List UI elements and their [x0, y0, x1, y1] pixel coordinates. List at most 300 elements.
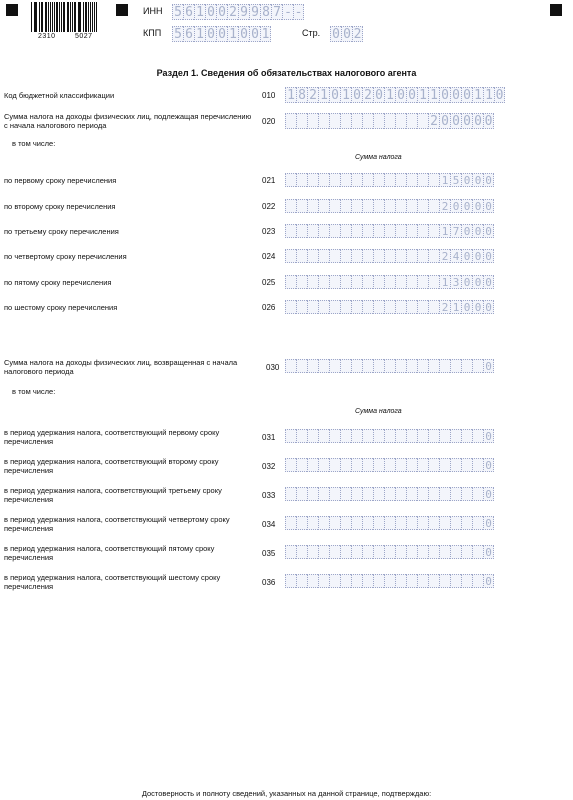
barcode-number-right: 5027: [75, 33, 93, 40]
char-cell: 0: [483, 249, 494, 263]
char-cell: 0: [439, 113, 450, 129]
char-cell: [472, 487, 483, 501]
char-cell: [373, 300, 384, 314]
char-cell: 1: [428, 87, 439, 103]
char-cell: 1: [194, 4, 205, 20]
char-cell: [362, 249, 373, 263]
char-cell: [307, 487, 318, 501]
char-cell: 0: [472, 199, 483, 213]
char-cell: [296, 224, 307, 238]
char-cell: [417, 300, 428, 314]
char-cell: 0: [483, 224, 494, 238]
char-cell: 2: [227, 4, 238, 20]
row-031-label: в период удержания налога, соответствующий первому сроку перечисления: [4, 428, 220, 446]
char-cell: [318, 487, 329, 501]
char-cell: 0: [373, 87, 384, 103]
char-cell: [450, 429, 461, 443]
char-cell: [439, 574, 450, 588]
char-cell: 5: [450, 173, 461, 187]
row-025-label: по пятому сроку перечисления: [4, 278, 112, 287]
char-cell: [307, 275, 318, 289]
row-034-code: 034: [262, 520, 276, 529]
char-cell: [439, 429, 450, 443]
char-cell: 1: [439, 275, 450, 289]
row-034-field[interactable]: [285, 516, 494, 532]
char-cell: 0: [249, 26, 260, 42]
row-026-field[interactable]: [285, 300, 494, 316]
char-cell: 0: [461, 173, 472, 187]
column-header-tax-sum-2: Сумма налога: [355, 408, 402, 415]
page-label: Стр.: [302, 28, 321, 38]
char-cell: [395, 458, 406, 472]
char-cell: 1: [483, 87, 494, 103]
char-cell: [461, 458, 472, 472]
char-cell: [340, 574, 351, 588]
char-cell: [362, 487, 373, 501]
char-cell: 0: [461, 249, 472, 263]
inn-field[interactable]: [172, 4, 304, 20]
row-035-field[interactable]: [285, 545, 494, 561]
char-cell: 1: [384, 87, 395, 103]
char-cell: [351, 275, 362, 289]
char-cell: [362, 359, 373, 373]
char-cell: 0: [483, 487, 494, 501]
char-cell: [362, 574, 373, 588]
char-cell: [373, 545, 384, 559]
char-cell: [439, 516, 450, 530]
char-cell: [340, 224, 351, 238]
row-033-code: 033: [262, 491, 276, 500]
char-cell: [395, 516, 406, 530]
char-cell: [318, 458, 329, 472]
char-cell: [373, 458, 384, 472]
char-cell: 2: [362, 87, 373, 103]
char-cell: [406, 224, 417, 238]
char-cell: 0: [461, 199, 472, 213]
char-cell: 8: [296, 87, 307, 103]
row-033-field[interactable]: [285, 487, 494, 503]
char-cell: 0: [216, 4, 227, 20]
char-cell: 1: [285, 87, 296, 103]
char-cell: 5: [172, 4, 183, 20]
char-cell: 0: [461, 300, 472, 314]
char-cell: [417, 359, 428, 373]
char-cell: [340, 113, 351, 129]
char-cell: [318, 300, 329, 314]
char-cell: [296, 574, 307, 588]
char-cell: [307, 199, 318, 213]
char-cell: 0: [461, 275, 472, 289]
kpp-field[interactable]: [172, 26, 271, 42]
char-cell: [318, 199, 329, 213]
char-cell: [351, 516, 362, 530]
char-cell: [285, 300, 296, 314]
char-cell: [428, 429, 439, 443]
char-cell: [406, 516, 417, 530]
row-010-code: 010: [262, 91, 276, 100]
char-cell: [450, 458, 461, 472]
char-cell: 0: [484, 114, 493, 129]
char-cell: [340, 249, 351, 263]
char-cell: [285, 429, 296, 443]
char-cell: [395, 300, 406, 314]
char-cell: [351, 429, 362, 443]
char-cell: 0: [395, 87, 406, 103]
char-cell: [439, 545, 450, 559]
char-cell: [373, 359, 384, 373]
char-cell: [450, 516, 461, 530]
char-cell: [472, 458, 483, 472]
char-cell: [362, 224, 373, 238]
char-cell: [428, 545, 439, 559]
char-cell: [461, 516, 472, 530]
column-header-tax-sum-1: Сумма налога: [355, 154, 402, 161]
char-cell: [362, 300, 373, 314]
char-cell: [384, 300, 395, 314]
char-cell: [362, 199, 373, 213]
char-cell: [285, 458, 296, 472]
char-cell: 0: [483, 545, 494, 559]
char-cell: [285, 224, 296, 238]
char-cell: [362, 275, 373, 289]
char-cell: [318, 113, 329, 129]
char-cell: 0: [450, 113, 461, 129]
row-026-label: по шестому сроку перечисления: [4, 303, 118, 312]
char-cell: [384, 487, 395, 501]
char-cell: [472, 359, 483, 373]
char-cell: 1: [227, 26, 238, 42]
char-cell: [373, 173, 384, 187]
char-cell: 4: [450, 249, 461, 263]
char-cell: [285, 173, 296, 187]
row-023-label: по третьему сроку перечисления: [4, 227, 119, 236]
char-cell: [406, 458, 417, 472]
char-cell: [417, 516, 428, 530]
char-cell: [461, 574, 472, 588]
in-total-label-2: в том числе:: [12, 387, 56, 396]
char-cell: 0: [483, 429, 494, 443]
char-cell: [285, 199, 296, 213]
char-cell: [296, 487, 307, 501]
char-cell: [351, 300, 362, 314]
char-cell: [340, 487, 351, 501]
char-cell: [428, 458, 439, 472]
char-cell: [296, 359, 307, 373]
char-cell: [472, 516, 483, 530]
char-cell: [472, 545, 483, 559]
char-cell: 2: [428, 113, 439, 129]
char-cell: 1: [439, 224, 450, 238]
row-022-field[interactable]: [285, 199, 494, 215]
char-cell: 2: [439, 249, 450, 263]
row-032-code: 032: [262, 462, 276, 471]
char-cell: [373, 429, 384, 443]
row-030-field[interactable]: [285, 359, 494, 375]
char-cell: [329, 516, 340, 530]
char-cell: [417, 224, 428, 238]
char-cell: [395, 574, 406, 588]
char-cell: [373, 224, 384, 238]
barcode-stripe: [83, 2, 84, 32]
row-022-code: 022: [262, 202, 276, 211]
char-cell: 7: [271, 4, 282, 20]
char-cell: [384, 429, 395, 443]
inn-label: ИНН: [143, 6, 163, 16]
char-cell: [417, 249, 428, 263]
char-cell: [296, 458, 307, 472]
page-number-field[interactable]: [330, 26, 363, 42]
char-cell: 3: [450, 275, 461, 289]
barcode-stripe: [68, 2, 69, 32]
char-cell: [318, 224, 329, 238]
char-cell: [307, 300, 318, 314]
barcode-stripe: [63, 2, 64, 32]
row-031-field[interactable]: [285, 429, 494, 445]
char-cell: [351, 487, 362, 501]
char-cell: [340, 300, 351, 314]
char-cell: [461, 545, 472, 559]
row-010-label: Код бюджетной классификации: [4, 91, 115, 100]
char-cell: [373, 249, 384, 263]
char-cell: [461, 487, 472, 501]
char-cell: [285, 545, 296, 559]
char-cell: [318, 249, 329, 263]
char-cell: -: [294, 5, 303, 20]
char-cell: 9: [238, 4, 249, 20]
char-cell: [329, 359, 340, 373]
char-cell: [428, 300, 439, 314]
char-cell: [340, 173, 351, 187]
char-cell: [340, 458, 351, 472]
char-cell: [340, 359, 351, 373]
char-cell: 5: [172, 26, 183, 42]
barcode-number-left: 2310: [38, 33, 56, 40]
barcode-stripe: [57, 2, 58, 32]
char-cell: [406, 113, 417, 129]
footer-confirmation-text: Достоверность и полноту сведений, указанных на данной странице, подтверждаю:: [141, 789, 432, 798]
char-cell: [384, 458, 395, 472]
char-cell: [362, 516, 373, 530]
char-cell: [450, 574, 461, 588]
char-cell: [340, 429, 351, 443]
char-cell: [307, 173, 318, 187]
char-cell: [362, 458, 373, 472]
char-cell: [384, 516, 395, 530]
char-cell: [395, 173, 406, 187]
row-021-code: 021: [262, 176, 276, 185]
char-cell: [307, 224, 318, 238]
char-cell: [296, 199, 307, 213]
char-cell: 1: [261, 27, 270, 42]
char-cell: [362, 429, 373, 443]
char-cell: 0: [238, 26, 249, 42]
char-cell: [450, 359, 461, 373]
char-cell: [384, 574, 395, 588]
char-cell: [395, 429, 406, 443]
char-cell: [307, 429, 318, 443]
row-035-code: 035: [262, 549, 276, 558]
char-cell: 1: [340, 87, 351, 103]
char-cell: [329, 300, 340, 314]
char-cell: [307, 113, 318, 129]
char-cell: [439, 359, 450, 373]
row-025-field[interactable]: [285, 275, 494, 291]
char-cell: [340, 545, 351, 559]
char-cell: [406, 359, 417, 373]
row-034-label: в период удержания налога, соответствующий четвертому сроку перечисления: [4, 515, 230, 533]
char-cell: [428, 199, 439, 213]
row-020-field[interactable]: [285, 113, 494, 129]
char-cell: [406, 429, 417, 443]
char-cell: 1: [318, 87, 329, 103]
char-cell: [307, 545, 318, 559]
char-cell: [450, 487, 461, 501]
row-032-label: в период удержания налога, соответствующий второму сроку перечисления: [4, 457, 219, 475]
char-cell: [395, 359, 406, 373]
char-cell: [340, 516, 351, 530]
char-cell: [362, 173, 373, 187]
row-010-field[interactable]: [285, 87, 505, 103]
char-cell: [296, 545, 307, 559]
char-cell: 0: [205, 4, 216, 20]
char-cell: 9: [249, 4, 260, 20]
char-cell: 0: [329, 87, 340, 103]
char-cell: 6: [183, 4, 194, 20]
char-cell: 0: [351, 87, 362, 103]
char-cell: [395, 224, 406, 238]
char-cell: [395, 249, 406, 263]
barcode-stripe: [52, 2, 53, 32]
char-cell: [428, 275, 439, 289]
char-cell: [406, 300, 417, 314]
char-cell: [351, 249, 362, 263]
char-cell: [351, 173, 362, 187]
row-026-code: 026: [262, 303, 276, 312]
section-title: Раздел 1. Сведения об обязательствах налогового агента: [156, 68, 417, 78]
char-cell: [406, 173, 417, 187]
barcode-stripe: [39, 2, 40, 32]
char-cell: [428, 224, 439, 238]
char-cell: [329, 545, 340, 559]
char-cell: 0: [483, 275, 494, 289]
char-cell: 7: [450, 224, 461, 238]
char-cell: [318, 574, 329, 588]
char-cell: 0: [472, 224, 483, 238]
row-036-field[interactable]: [285, 574, 494, 590]
row-035-label: в период удержания налога, соответствующий пятому сроку перечисления: [4, 544, 215, 562]
corner-marker-top-center: [116, 4, 128, 16]
char-cell: 0: [450, 87, 461, 103]
char-cell: 2: [353, 27, 362, 42]
char-cell: [329, 429, 340, 443]
barcode-stripe: [48, 2, 49, 32]
char-cell: [329, 224, 340, 238]
barcode-stripe: [75, 2, 76, 32]
char-cell: [417, 574, 428, 588]
char-cell: 0: [216, 26, 227, 42]
char-cell: 1: [194, 26, 205, 42]
char-cell: [472, 574, 483, 588]
char-cell: 0: [472, 300, 483, 314]
char-cell: [318, 359, 329, 373]
in-total-label-1: в том числе:: [12, 139, 56, 148]
char-cell: [329, 487, 340, 501]
char-cell: [329, 249, 340, 263]
char-cell: 0: [472, 173, 483, 187]
char-cell: [428, 516, 439, 530]
char-cell: 0: [439, 87, 450, 103]
char-cell: [373, 199, 384, 213]
char-cell: [307, 458, 318, 472]
char-cell: [461, 429, 472, 443]
char-cell: 6: [183, 26, 194, 42]
row-021-field[interactable]: [285, 173, 494, 189]
row-032-field[interactable]: [285, 458, 494, 474]
row-023-field[interactable]: [285, 224, 494, 240]
char-cell: [307, 516, 318, 530]
row-024-field[interactable]: [285, 249, 494, 265]
char-cell: [329, 574, 340, 588]
char-cell: 2: [439, 300, 450, 314]
row-020-code: 020: [262, 117, 276, 126]
row-022-label: по второму сроку перечисления: [4, 202, 116, 211]
char-cell: [296, 113, 307, 129]
char-cell: [285, 574, 296, 588]
char-cell: [428, 249, 439, 263]
char-cell: 0: [205, 26, 216, 42]
barcode-stripe: [31, 2, 32, 32]
char-cell: [384, 359, 395, 373]
char-cell: 0: [406, 87, 417, 103]
char-cell: 0: [483, 173, 494, 187]
char-cell: [395, 199, 406, 213]
char-cell: 8: [260, 4, 271, 20]
barcode-stripe: [36, 2, 37, 32]
char-cell: 0: [461, 87, 472, 103]
char-cell: [373, 275, 384, 289]
char-cell: [428, 574, 439, 588]
char-cell: [417, 199, 428, 213]
char-cell: [384, 249, 395, 263]
char-cell: [296, 173, 307, 187]
char-cell: 1: [472, 87, 483, 103]
row-036-label: в период удержания налога, соответствующий шестому сроку перечисления: [4, 573, 221, 591]
char-cell: [329, 173, 340, 187]
char-cell: [417, 113, 428, 129]
char-cell: [362, 113, 373, 129]
row-023-code: 023: [262, 227, 276, 236]
char-cell: [395, 113, 406, 129]
corner-marker-top-right: [550, 4, 562, 16]
char-cell: 0: [495, 88, 504, 103]
char-cell: [395, 275, 406, 289]
char-cell: 0: [472, 113, 483, 129]
char-cell: [384, 173, 395, 187]
char-cell: [406, 574, 417, 588]
char-cell: 0: [483, 458, 494, 472]
char-cell: [373, 113, 384, 129]
row-024-code: 024: [262, 252, 276, 261]
char-cell: [329, 113, 340, 129]
row-030-label: Сумма налога на доходы физических лиц, возвращенная с начала налогового периода: [4, 358, 238, 376]
row-036-code: 036: [262, 578, 276, 587]
barcode-stripe: [92, 2, 93, 32]
char-cell: 0: [450, 199, 461, 213]
char-cell: [329, 199, 340, 213]
char-cell: [461, 359, 472, 373]
char-cell: [296, 300, 307, 314]
kpp-label: КПП: [143, 28, 162, 38]
